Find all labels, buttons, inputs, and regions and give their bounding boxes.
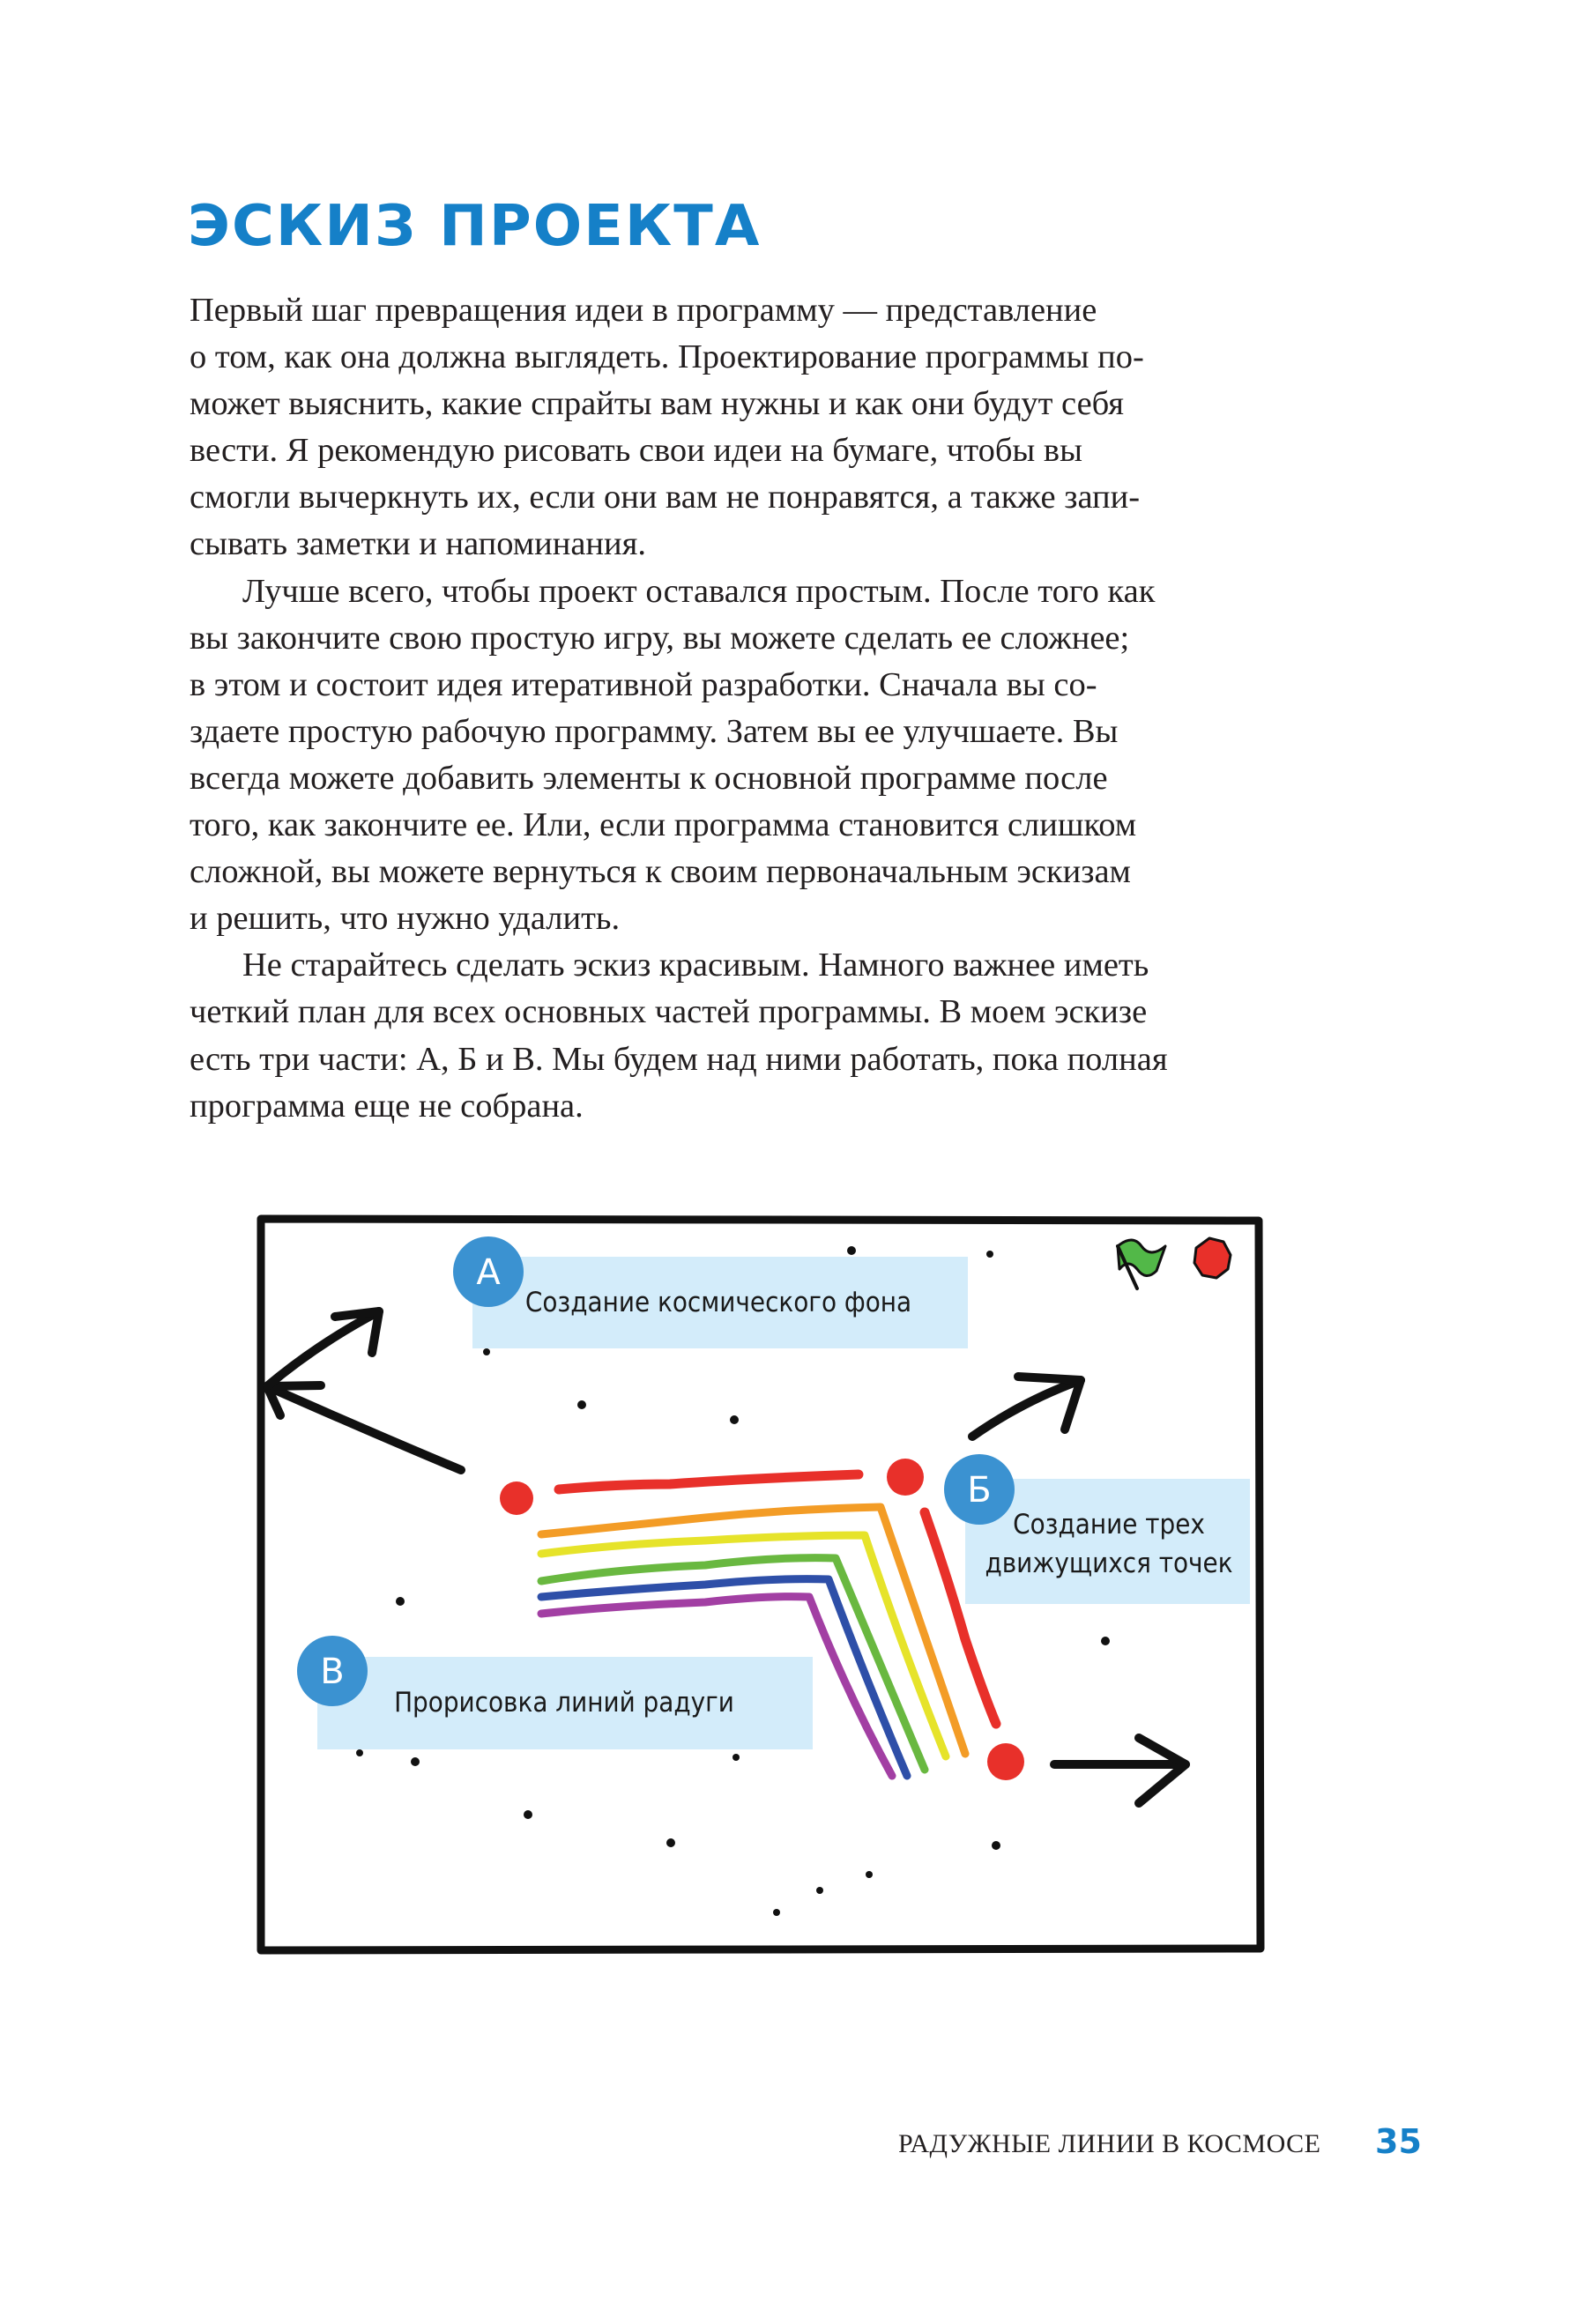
callout-c: [297, 1636, 813, 1749]
section-heading: ЭСКИЗ ПРОЕКТА: [188, 194, 762, 259]
red-dot: [500, 1481, 533, 1515]
body-text: [190, 287, 1327, 1130]
star: [730, 1415, 739, 1424]
text-line: четкий план для всех основных частей программы. В моем эскизе: [190, 993, 1148, 1031]
text-line: смогли вычеркнуть их, если они вам не понравятся, а также запи-: [190, 479, 1141, 516]
star: [524, 1810, 532, 1819]
stop-sign-icon: [1194, 1238, 1231, 1278]
text-line: вы закончите свою простую игру, вы можете сделать ее сложнее;: [190, 619, 1130, 657]
star: [773, 1909, 780, 1916]
text-line: и решить, что нужно удалить.: [190, 900, 621, 938]
red-dot: [887, 1459, 924, 1496]
red-dot: [987, 1743, 1024, 1780]
text-line: может выяснить, какие спрайты вам нужны и как они будут себя: [190, 385, 1125, 423]
text-line: вести. Я рекомендую рисовать свои идеи на бумаге, чтобы вы: [190, 432, 1082, 470]
text-line: здаете простую рабочую программу. Затем вы ее улучшаете. Вы: [190, 712, 1119, 750]
arrow-up-left: [267, 1311, 379, 1386]
green-flag-icon: [1118, 1240, 1165, 1288]
text-line: в этом и состоит идея итеративной разработки. Сначала вы со-: [190, 665, 1097, 703]
callout-letter: В: [320, 1652, 345, 1692]
star: [666, 1838, 675, 1847]
text-line: Первый шаг превращения идеи в программу — представление: [190, 292, 1097, 329]
callout-b: [944, 1454, 1250, 1604]
project-sketch: [247, 1207, 1278, 1965]
rainbow-line-red-top: [559, 1474, 859, 1489]
text-line: о том, как она должна выглядеть. Проектирование программы по-: [190, 338, 1144, 376]
paragraph: [190, 942, 1327, 1129]
callout-label: движущихся точек: [985, 1548, 1233, 1579]
text-line: есть три части: А, Б и В. Мы будем над ними работать, пока полная: [190, 1040, 1168, 1078]
star: [866, 1871, 873, 1878]
star: [483, 1348, 490, 1355]
callout-label: Создание космического фона: [524, 1287, 912, 1318]
arrow-right: [1054, 1738, 1186, 1803]
text-line: сывать заметки и напоминания.: [190, 525, 646, 563]
star: [396, 1597, 405, 1606]
callout-label: Прорисовка линий радуги: [394, 1687, 734, 1719]
text-line: Лучше всего, чтобы проект оставался простым. После того как: [242, 572, 1156, 610]
star: [411, 1757, 420, 1766]
arrow-up-right: [972, 1377, 1081, 1437]
callout-label: Создание трех: [1013, 1509, 1205, 1541]
running-title: РАДУЖНЫЕ ЛИНИИ В КОСМОСЕ: [898, 2129, 1321, 2158]
callout-a: [453, 1236, 968, 1348]
paragraph: [190, 568, 1327, 943]
star: [577, 1400, 586, 1409]
star: [992, 1841, 1000, 1850]
star: [816, 1887, 823, 1894]
arrow-left: [267, 1385, 461, 1470]
page-number: 35: [1375, 2122, 1422, 2161]
text-line: программа еще не собрана.: [190, 1087, 584, 1125]
text-line: сложной, вы можете вернуться к своим первоначальным эскизам: [190, 853, 1131, 891]
callout-letter: А: [476, 1252, 501, 1293]
text-line: Не старайтесь сделать эскиз красивым. Намного важнее иметь: [242, 947, 1149, 984]
star: [986, 1251, 993, 1258]
text-line: всегда можете добавить элементы к основной программе после: [190, 759, 1108, 797]
star: [733, 1754, 740, 1761]
callout-letter: Б: [967, 1470, 992, 1511]
paragraph: [190, 287, 1327, 568]
star: [847, 1246, 856, 1255]
star: [356, 1749, 363, 1756]
star: [1101, 1637, 1110, 1645]
text-line: того, как закончите ее. Или, если программа становится слишком: [190, 806, 1137, 844]
